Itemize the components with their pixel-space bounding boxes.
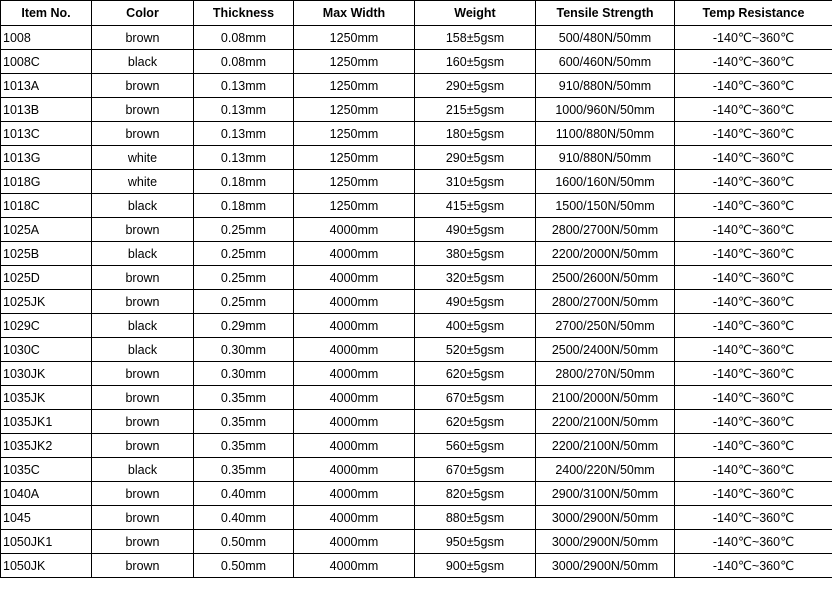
thickness-cell: 0.50mm [194,530,294,554]
tensile-strength-cell: 2100/2000N/50mm [536,386,675,410]
table-row [1,74,832,98]
max-width-cell: 1250mm [294,26,415,50]
tensile-strength-cell: 1500/150N/50mm [536,194,675,218]
temp-resistance-cell: -140℃~360℃ [675,170,832,194]
item-no-cell: 1030JK [1,362,92,386]
temp-resistance-cell: -140℃~360℃ [675,74,832,98]
temp-resistance-cell: -140℃~360℃ [675,434,832,458]
thickness-cell: 0.35mm [194,458,294,482]
weight-cell: 415±5gsm [415,194,536,218]
tensile-strength-cell: 1100/880N/50mm [536,122,675,146]
weight-cell: 950±5gsm [415,530,536,554]
tensile-strength-cell: 1000/960N/50mm [536,98,675,122]
weight-cell: 400±5gsm [415,314,536,338]
max-width-cell: 1250mm [294,50,415,74]
thickness-cell: 0.25mm [194,242,294,266]
thickness-cell: 0.25mm [194,218,294,242]
color-cell: brown [92,362,194,386]
tensile-strength-cell: 2800/2700N/50mm [536,218,675,242]
tensile-strength-cell: 500/480N/50mm [536,26,675,50]
item-no-cell: 1035JK [1,386,92,410]
tensile-strength-cell: 2800/270N/50mm [536,362,675,386]
header-temp-resistance: Temp Resistance [675,1,832,26]
max-width-cell: 4000mm [294,458,415,482]
weight-cell: 490±5gsm [415,290,536,314]
weight-cell: 290±5gsm [415,74,536,98]
weight-cell: 820±5gsm [415,482,536,506]
color-cell: brown [92,554,194,578]
temp-resistance-cell: -140℃~360℃ [675,554,832,578]
color-cell: brown [92,122,194,146]
item-no-cell: 1035C [1,458,92,482]
weight-cell: 620±5gsm [415,362,536,386]
tensile-strength-cell: 3000/2900N/50mm [536,506,675,530]
table-row [1,170,832,194]
tensile-strength-cell: 600/460N/50mm [536,50,675,74]
temp-resistance-cell: -140℃~360℃ [675,98,832,122]
table-row [1,362,832,386]
max-width-cell: 4000mm [294,362,415,386]
max-width-cell: 1250mm [294,170,415,194]
temp-resistance-cell: -140℃~360℃ [675,290,832,314]
weight-cell: 380±5gsm [415,242,536,266]
weight-cell: 158±5gsm [415,26,536,50]
table-row [1,506,832,530]
weight-cell: 160±5gsm [415,50,536,74]
thickness-cell: 0.08mm [194,26,294,50]
temp-resistance-cell: -140℃~360℃ [675,338,832,362]
table-row [1,122,832,146]
temp-resistance-cell: -140℃~360℃ [675,266,832,290]
tensile-strength-cell: 910/880N/50mm [536,74,675,98]
thickness-cell: 0.18mm [194,194,294,218]
tensile-strength-cell: 2200/2000N/50mm [536,242,675,266]
item-no-cell: 1029C [1,314,92,338]
color-cell: brown [92,218,194,242]
color-cell: black [92,194,194,218]
thickness-cell: 0.40mm [194,482,294,506]
table-row [1,458,832,482]
max-width-cell: 4000mm [294,434,415,458]
tensile-strength-cell: 2900/3100N/50mm [536,482,675,506]
table-row [1,194,832,218]
color-cell: black [92,314,194,338]
temp-resistance-cell: -140℃~360℃ [675,530,832,554]
weight-cell: 180±5gsm [415,122,536,146]
weight-cell: 310±5gsm [415,170,536,194]
thickness-cell: 0.08mm [194,50,294,74]
table-row [1,530,832,554]
thickness-cell: 0.13mm [194,98,294,122]
temp-resistance-cell: -140℃~360℃ [675,458,832,482]
weight-cell: 215±5gsm [415,98,536,122]
header-tensile-strength: Tensile Strength [536,1,675,26]
thickness-cell: 0.35mm [194,434,294,458]
color-cell: brown [92,386,194,410]
item-no-cell: 1035JK2 [1,434,92,458]
temp-resistance-cell: -140℃~360℃ [675,386,832,410]
table-row [1,98,832,122]
temp-resistance-cell: -140℃~360℃ [675,506,832,530]
thickness-cell: 0.13mm [194,122,294,146]
max-width-cell: 4000mm [294,242,415,266]
max-width-cell: 4000mm [294,386,415,410]
max-width-cell: 1250mm [294,146,415,170]
tensile-strength-cell: 2500/2600N/50mm [536,266,675,290]
table-row [1,266,832,290]
max-width-cell: 4000mm [294,290,415,314]
max-width-cell: 4000mm [294,338,415,362]
thickness-cell: 0.30mm [194,338,294,362]
item-no-cell: 1040A [1,482,92,506]
tensile-strength-cell: 2400/220N/50mm [536,458,675,482]
header-item-no: Item No. [1,1,92,26]
item-no-cell: 1018G [1,170,92,194]
max-width-cell: 4000mm [294,314,415,338]
header-row [1,1,832,26]
weight-cell: 670±5gsm [415,458,536,482]
color-cell: brown [92,482,194,506]
max-width-cell: 4000mm [294,218,415,242]
thickness-cell: 0.25mm [194,266,294,290]
color-cell: brown [92,506,194,530]
item-no-cell: 1025JK [1,290,92,314]
color-cell: white [92,170,194,194]
item-no-cell: 1025B [1,242,92,266]
weight-cell: 670±5gsm [415,386,536,410]
thickness-cell: 0.50mm [194,554,294,578]
weight-cell: 880±5gsm [415,506,536,530]
table-row [1,410,832,434]
thickness-cell: 0.29mm [194,314,294,338]
table-row [1,146,832,170]
max-width-cell: 4000mm [294,482,415,506]
item-no-cell: 1018C [1,194,92,218]
temp-resistance-cell: -140℃~360℃ [675,482,832,506]
temp-resistance-cell: -140℃~360℃ [675,410,832,434]
tensile-strength-cell: 2200/2100N/50mm [536,410,675,434]
thickness-cell: 0.40mm [194,506,294,530]
tensile-strength-cell: 910/880N/50mm [536,146,675,170]
color-cell: brown [92,74,194,98]
item-no-cell: 1025D [1,266,92,290]
tensile-strength-cell: 2800/2700N/50mm [536,290,675,314]
color-cell: brown [92,98,194,122]
color-cell: brown [92,290,194,314]
table-row [1,482,832,506]
color-cell: brown [92,410,194,434]
color-cell: black [92,338,194,362]
tensile-strength-cell: 3000/2900N/50mm [536,530,675,554]
color-cell: brown [92,530,194,554]
max-width-cell: 4000mm [294,506,415,530]
tensile-strength-cell: 2500/2400N/50mm [536,338,675,362]
item-no-cell: 1008 [1,26,92,50]
table-row [1,26,832,50]
weight-cell: 320±5gsm [415,266,536,290]
max-width-cell: 1250mm [294,122,415,146]
thickness-cell: 0.13mm [194,146,294,170]
max-width-cell: 4000mm [294,410,415,434]
header-max-width: Max Width [294,1,415,26]
item-no-cell: 1035JK1 [1,410,92,434]
temp-resistance-cell: -140℃~360℃ [675,242,832,266]
weight-cell: 490±5gsm [415,218,536,242]
table-row [1,386,832,410]
color-cell: black [92,458,194,482]
table-row [1,218,832,242]
color-cell: black [92,50,194,74]
table-row [1,50,832,74]
max-width-cell: 4000mm [294,266,415,290]
item-no-cell: 1008C [1,50,92,74]
table-row [1,290,832,314]
weight-cell: 620±5gsm [415,410,536,434]
tensile-strength-cell: 3000/2900N/50mm [536,554,675,578]
item-no-cell: 1045 [1,506,92,530]
table-row [1,434,832,458]
temp-resistance-cell: -140℃~360℃ [675,26,832,50]
color-cell: brown [92,434,194,458]
weight-cell: 900±5gsm [415,554,536,578]
max-width-cell: 1250mm [294,74,415,98]
max-width-cell: 4000mm [294,530,415,554]
weight-cell: 520±5gsm [415,338,536,362]
temp-resistance-cell: -140℃~360℃ [675,218,832,242]
color-cell: brown [92,266,194,290]
color-cell: white [92,146,194,170]
item-no-cell: 1030C [1,338,92,362]
color-cell: brown [92,26,194,50]
table-body [1,26,832,578]
table-row [1,338,832,362]
max-width-cell: 1250mm [294,98,415,122]
thickness-cell: 0.18mm [194,170,294,194]
temp-resistance-cell: -140℃~360℃ [675,146,832,170]
weight-cell: 290±5gsm [415,146,536,170]
header-weight: Weight [415,1,536,26]
item-no-cell: 1013B [1,98,92,122]
temp-resistance-cell: -140℃~360℃ [675,122,832,146]
tensile-strength-cell: 2200/2100N/50mm [536,434,675,458]
thickness-cell: 0.35mm [194,410,294,434]
color-cell: black [92,242,194,266]
table-row [1,314,832,338]
header-thickness: Thickness [194,1,294,26]
temp-resistance-cell: -140℃~360℃ [675,194,832,218]
table-row [1,554,832,578]
header-color: Color [92,1,194,26]
thickness-cell: 0.25mm [194,290,294,314]
table-row [1,242,832,266]
max-width-cell: 1250mm [294,194,415,218]
item-no-cell: 1050JK [1,554,92,578]
item-no-cell: 1013G [1,146,92,170]
item-no-cell: 1050JK1 [1,530,92,554]
item-no-cell: 1013C [1,122,92,146]
weight-cell: 560±5gsm [415,434,536,458]
thickness-cell: 0.30mm [194,362,294,386]
temp-resistance-cell: -140℃~360℃ [675,314,832,338]
temp-resistance-cell: -140℃~360℃ [675,362,832,386]
item-no-cell: 1025A [1,218,92,242]
thickness-cell: 0.35mm [194,386,294,410]
item-no-cell: 1013A [1,74,92,98]
temp-resistance-cell: -140℃~360℃ [675,50,832,74]
max-width-cell: 4000mm [294,554,415,578]
thickness-cell: 0.13mm [194,74,294,98]
tensile-strength-cell: 2700/250N/50mm [536,314,675,338]
tensile-strength-cell: 1600/160N/50mm [536,170,675,194]
